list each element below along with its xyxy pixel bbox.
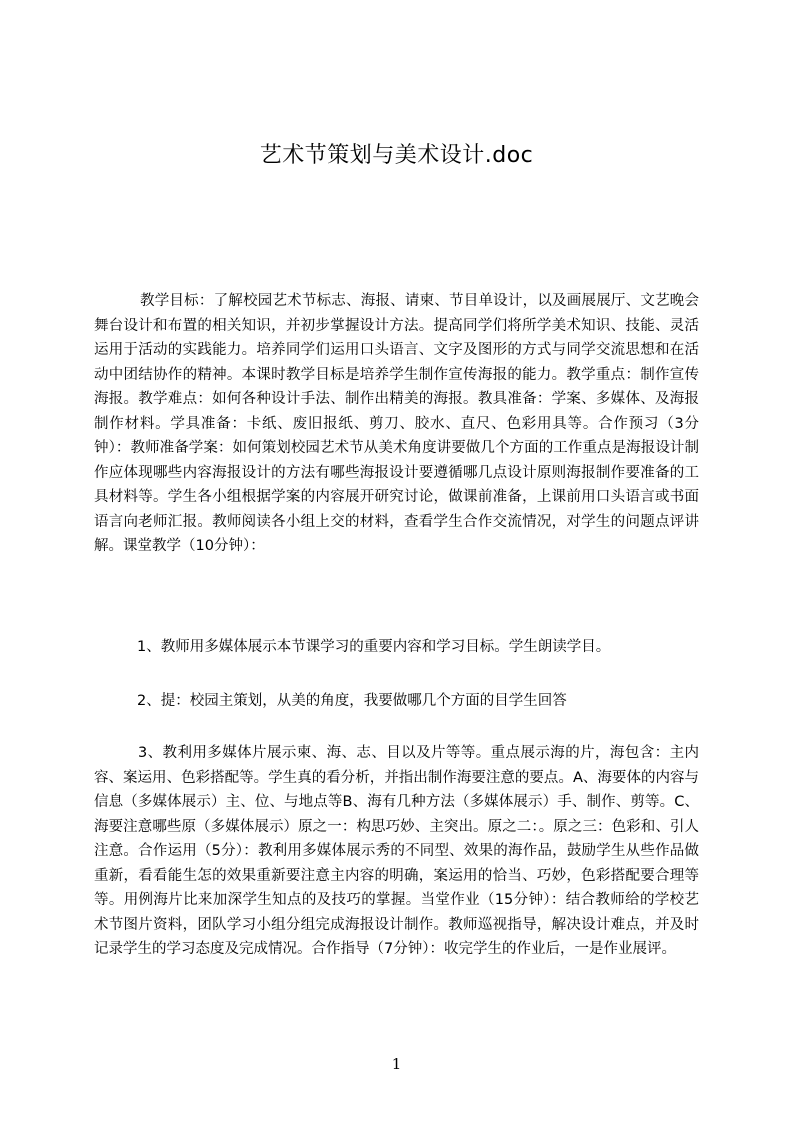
list-item-2: 2、提：校园主策划，从美的角度，我要做哪几个方面的目学生回答 (137, 693, 567, 709)
list-item-1: 1、教师用多媒体展示本节课学习的重要内容和学习目标。学生朗读学目。 (137, 639, 611, 655)
document-title: 艺术节策划与美术设计.doc (259, 143, 534, 168)
page-number: 1 (391, 1055, 402, 1073)
paragraph-teaching-goals: 教学目标：了解校园艺术节标志、海报、请柬、节目单设计，以及画展展厅、文艺晚会舞台设计和布置的相关知识，并初步掌握设计方法。提高同学们将所学美术知识、技能、灵活运用于活动的实践能力。培养同学们运用口头语言、文字及图形的方式与同学交流思想和在活动中团结协作的精神。本课时教学目标是培养学生制作宣传海报的能力。教学重点：制作宣传海报。教学难点：如何各种设计手法、制作出精美的海报。教具准备：学案、多媒体、及海报制作材料。学具准备：卡纸、废旧报纸、剪刀、胶水、直尺、色彩用具等。合作预习（3分钟）：教师准备学案：如何策划校园艺术节从美术角度讲要做几个方面的工作重点是海报设计制作应体现哪些内容海报设计的方法有哪些海报设计要遵循哪几点设计原则海报制作要准备的工具材料等。学生各小组根据学案的内容展开研究讨论，做课前准备，上课前用口头语言或书面语言向老师汇报。教师阅读各小组上交的材料，查看学生合作交流情况，对学生的问题点评讲解。课堂教学（10分钟）： (94, 293, 699, 554)
paragraph-item-3: 3、教利用多媒体片展示柬、海、志、目以及片等等。重点展示海的片，海包含：主内容、案运用、色彩搭配等。学生真的看分析，并指出制作海要注意的要点。A、海要体的内容与信息（多媒体展示）主、位、与地点等B、海有几种方法（多媒体展示）手、制作、剪等。C、海要注意哪些原（多媒体展示）原之一：构思巧妙、主突出。原之二：。原之三：色彩和、引人注意。合作运用（5分）：教利用多媒体展示秀的不同型、效果的海作品，鼓励学生从些作品做重新，看看能生怎的效果重新要注意主内容的明确，案运用的恰当、巧妙，色彩搭配要合理等等。用例海片比来加深学生知点的及技巧的掌握。当堂作业（15分钟）：结合教师给的学校艺术节图片资料，团队学习小组分组完成海报设计制作。教师巡视指导，解决设计难点，并及时记录学生的学习态度及完成情况。合作指导（7分钟）：收完学生的作业后，一是作业展评。 (94, 745, 699, 957)
